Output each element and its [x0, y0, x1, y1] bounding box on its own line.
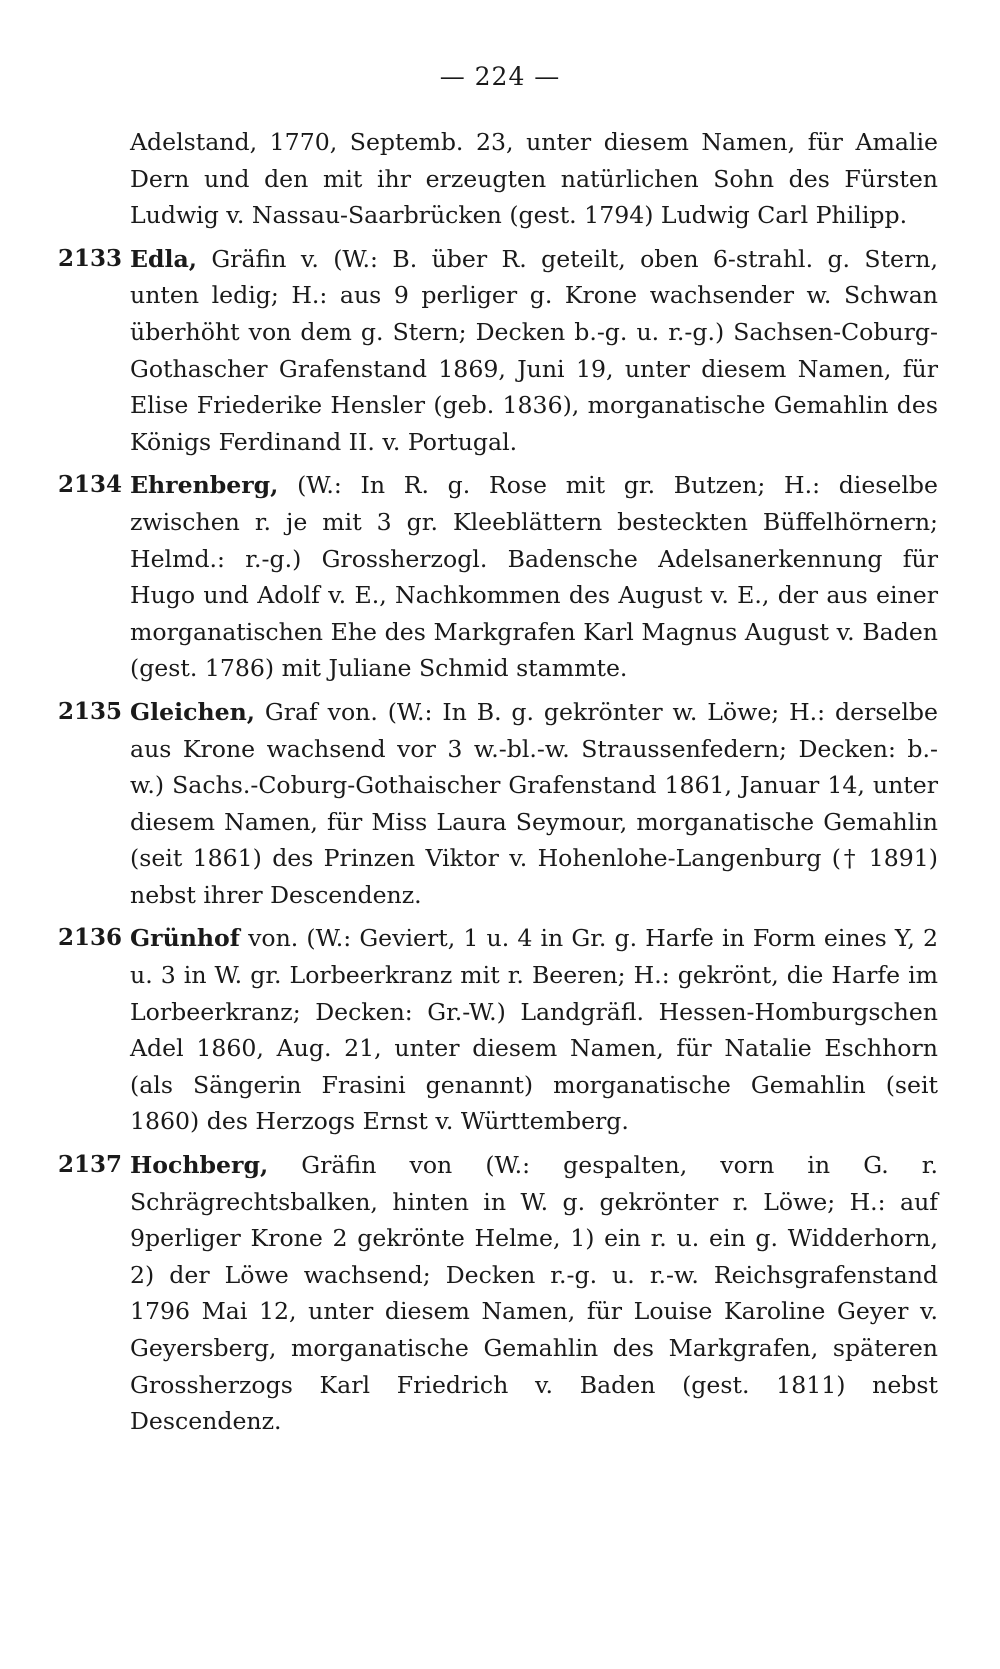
- entry-text: Gräfin von (W.: gespalten, vorn in G. r. Schrägrechtsbalken, hinten in W. g. gekrönter r. Löwe; H.: auf 9perliger Krone 2 gekrönte Helme, 1) ein r. u. ein g. Widderhorn, 2) der Löwe wachsend; Decken r.-g. u. r.-w. Reichsgrafenstand 1796 Mai 12, unter diesem Namen, für Louise Karoline Geyer v. Geyersberg, morganatische Gemahlin des Markgrafen, späteren Grossherzogs Karl Friedrich v. Baden (gest. 1811) nebst Descendenz.: [130, 1151, 938, 1436]
- entry-2134: [58, 467, 938, 687]
- entry-number: 2134: [58, 471, 123, 499]
- text-block: [58, 124, 938, 1440]
- entry-2136: [58, 920, 938, 1140]
- entry-headword: Ehrenberg,: [130, 471, 279, 500]
- entry-headword: Hochberg,: [130, 1151, 269, 1180]
- entry-2133: [58, 241, 938, 461]
- entry-headword: Edla,: [130, 244, 197, 273]
- entry-number: 2136: [58, 924, 123, 952]
- entry-number: 2135: [58, 697, 123, 725]
- continuation-paragraph: Adelstand, 1770, Septemb. 23, unter diesem Namen, für Amalie Dern und den mit ihr erzeugten natürlichen Sohn des Fürsten Ludwig v. Nassau-Saarbrücken (gest. 1794) Ludwig Carl Philipp.: [130, 128, 938, 230]
- entry-text: Gräfin v. (W.: B. über R. geteilt, oben 6-strahl. g. Stern, unten ledig; H.: aus 9 perliger g. Krone wachsender w. Schwan überhöht von dem g. Stern; Decken b.-g. u. r.-g.) Sachsen-Coburg-Gothascher Grafenstand 1869, Juni 19, unter diesem Namen, für Elise Friederike Hensler (geb. 1836), morganatische Gemahlin des Königs Ferdinand II. v. Portugal.: [130, 244, 938, 456]
- entry-number: 2133: [58, 244, 123, 272]
- entry-2137: [58, 1147, 938, 1440]
- entry-2135: [58, 694, 938, 914]
- page-number: — 224 —: [439, 62, 561, 91]
- entry-headword: Gleichen,: [130, 697, 255, 726]
- entry-headword: Grünhof: [130, 924, 240, 953]
- entry-text: Graf von. (W.: In B. g. gekrönter w. Löwe; H.: derselbe aus Krone wachsend vor 3 w.-bl.-w. Straussenfedern; Decken: b.-w.) Sachs.-Coburg-Gothaischer Grafenstand 1861, Januar 14, unter diesem Namen, für Miss Laura Seymour, morganatische Gemahlin (seit 1861) des Prinzen Viktor v. Hohenlohe-Langenburg († 1891) nebst ihrer Descendenz.: [130, 697, 938, 909]
- entry-text: (W.: In R. g. Rose mit gr. Butzen; H.: dieselbe zwischen r. je mit 3 gr. Kleeblättern besteckten Büffelhörnern; Helmd.: r.-g.) Grossherzogl. Badensche Adelsanerkennung für Hugo und Adolf v. E., Nachkommen des August v. E., der aus einer morganatischen Ehe des Markgrafen Karl Magnus August v. Baden (gest. 1786) mit Juliane Schmid stammte.: [130, 471, 938, 683]
- entry-text: von. (W.: Geviert, 1 u. 4 in Gr. g. Harfe in Form eines Y, 2 u. 3 in W. gr. Lorbeerkranz mit r. Beeren; H.: gekrönt, die Harfe im Lorbeerkranz; Decken: Gr.-W.) Landgräfl. Hessen-Homburgschen Adel 1860, Aug. 21, unter diesem Namen, für Natalie Eschhorn (als Sängerin Frasini genannt) morganatische Gemahlin (seit 1860) des Herzogs Ernst v. Württemberg.: [130, 924, 938, 1136]
- entry-number: 2137: [58, 1151, 123, 1179]
